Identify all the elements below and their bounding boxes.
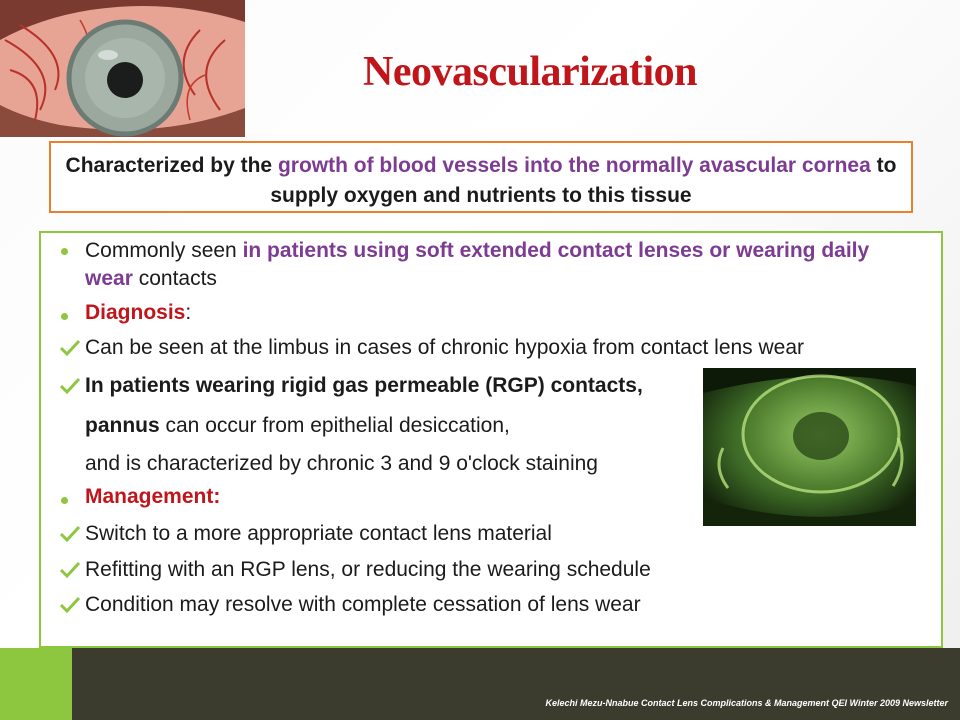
staining-line: and is characterized by chronic 3 and 9 o'clock staining: [85, 452, 598, 475]
checkmark-icon: [59, 596, 81, 614]
stained-eye-illustration: [703, 368, 916, 526]
pannus-line: [85, 414, 510, 438]
slide-title: Neovascularization: [363, 49, 697, 95]
checkmark-icon: [59, 525, 81, 543]
pannus-rest: can occur from epithelial desiccation,: [159, 414, 510, 437]
checkmark-icon: [59, 377, 81, 395]
diagnosis-colon: :: [185, 301, 192, 324]
management-point-2: Refitting with an RGP lens, or reducing the wearing schedule: [85, 558, 651, 581]
diagnosis-label: Diagnosis: [85, 301, 186, 324]
definition-highlight: growth of blood vessels into the normally avascular cornea: [277, 154, 871, 177]
pannus-term: pannus: [85, 414, 160, 437]
limbus-point: Can be seen at the limbus in cases of chronic hypoxia from contact lens wear: [85, 336, 805, 359]
b1-suffix: contacts: [132, 267, 217, 290]
checkmark-icon: [59, 339, 81, 357]
definition-box: [49, 141, 913, 213]
b1-prefix: Commonly seen: [85, 239, 243, 262]
red-eye-photo: [0, 0, 245, 137]
management-point-1: Switch to a more appropriate contact lens material: [85, 522, 552, 545]
management-heading: [85, 485, 220, 509]
content-box: [39, 231, 943, 648]
fluorescein-eye-photo: [703, 368, 916, 526]
bullet-dot-icon: [61, 497, 68, 504]
management-point-3: Condition may resolve with complete cessation of lens wear: [85, 593, 641, 616]
bullet-dot-icon: [61, 248, 68, 255]
footer-green-block: [0, 648, 72, 720]
rgp-point: In patients wearing rigid gas permeable (RGP) contacts,: [85, 374, 643, 397]
footer-bar: [72, 648, 960, 720]
diagnosis-heading: [85, 301, 191, 325]
footer-citation: Kelechi Mezu-Nnabue Contact Lens Complications & Management QEI Winter 2009 Newsletter: [545, 698, 948, 708]
b1-highlight: in patients using soft extended contact lenses or wearing daily wear: [85, 239, 870, 290]
management-label: Management:: [85, 485, 221, 508]
commonly-seen-bullet: [85, 237, 905, 293]
definition-text-1: Characterized by the: [65, 154, 278, 177]
red-eye-illustration: [0, 0, 245, 137]
definition-text-2: to supply oxygen and nutrients to this tissue: [270, 154, 897, 207]
bullet-dot-icon: [61, 313, 68, 320]
checkmark-icon: [59, 561, 81, 579]
